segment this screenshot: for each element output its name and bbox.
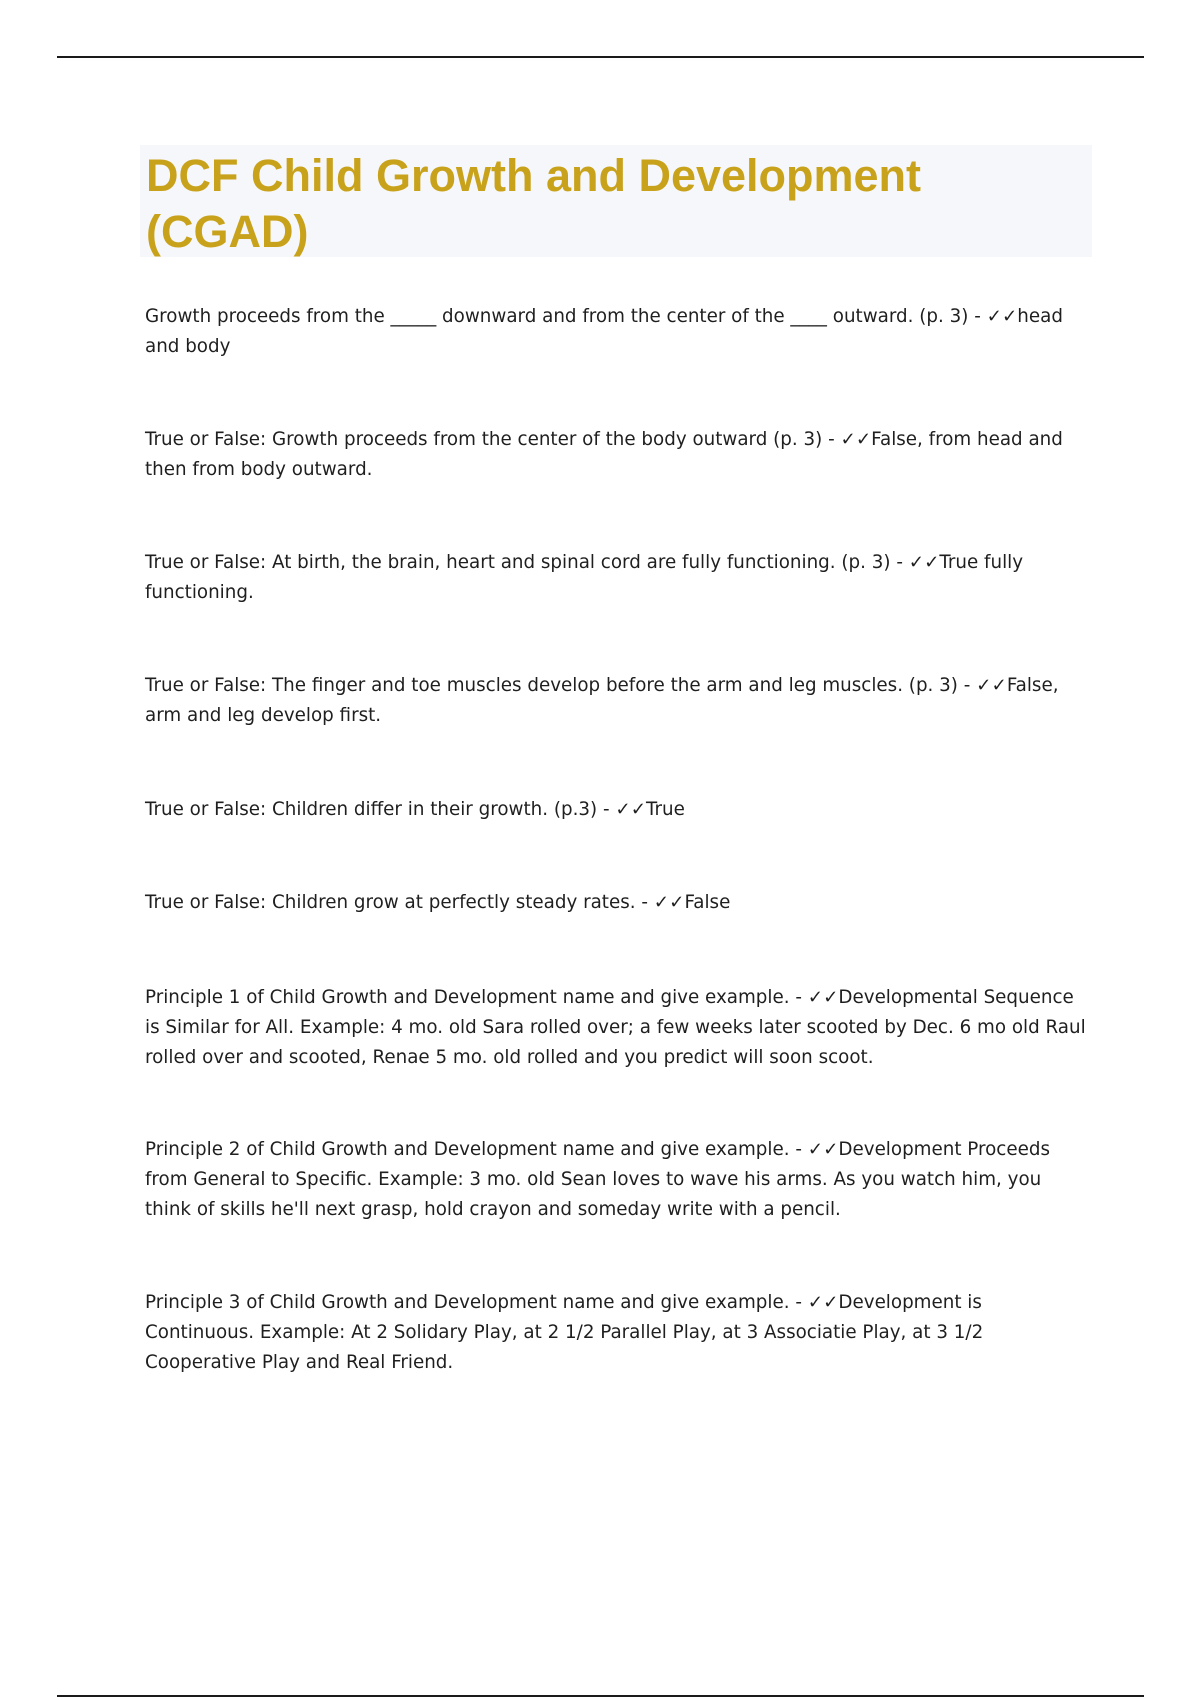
qa-answer: Development is Continuous. Example: At 2 Solidary Play, at 2 1/2 Parallel Play, at 3 Associatie Play, at 3 1/2 Cooperative Play and Real Friend.	[145, 1292, 984, 1373]
qa-separator: -	[890, 552, 909, 573]
bottom-rule	[57, 1695, 1144, 1697]
check-mark-icon: ✓✓	[653, 892, 685, 913]
check-mark-icon: ✓✓	[840, 429, 872, 450]
qa-item-5	[145, 795, 1090, 825]
qa-answer: False	[684, 892, 731, 913]
qa-answer: head and body	[145, 306, 1063, 357]
qa-separator: -	[597, 799, 616, 820]
qa-question: True or False: Children grow at perfectly steady rates.	[145, 892, 636, 913]
check-mark-icon: ✓✓	[976, 675, 1007, 696]
qa-question: Growth proceeds from the _____ downward and from the center of the ____ outward. (p. 3)	[145, 306, 969, 327]
check-mark-icon: ✓✓	[908, 552, 940, 573]
qa-answer: Development Proceeds from General to Specific. Example: 3 mo. old Sean loves to wave his arms. As you watch him, you think of skills he'll next grasp, hold crayon and someday write with a pencil.	[145, 1139, 1050, 1220]
qa-item-8	[145, 1135, 1090, 1225]
qa-separator: -	[635, 892, 654, 913]
qa-question: True or False: Children differ in their growth. (p.3)	[145, 799, 598, 820]
qa-answer: False, arm and leg develop first.	[145, 675, 1059, 726]
check-mark-icon: ✓✓	[807, 1139, 839, 1160]
qa-item-9	[145, 1288, 1090, 1378]
qa-question: Principle 2 of Child Growth and Development name and give example.	[145, 1139, 790, 1160]
qa-separator: -	[789, 987, 808, 1008]
qa-question: True or False: The finger and toe muscles develop before the arm and leg muscles. (p. 3)	[145, 675, 958, 696]
qa-separator: -	[789, 1292, 808, 1313]
qa-item-2	[145, 425, 1090, 485]
qa-question: True or False: At birth, the brain, heart and spinal cord are fully functioning. (p. 3)	[145, 552, 891, 573]
qa-question: Principle 1 of Child Growth and Development name and give example.	[145, 987, 790, 1008]
qa-question: Principle 3 of Child Growth and Development name and give example.	[145, 1292, 790, 1313]
qa-separator: -	[957, 675, 977, 696]
qa-separator: -	[789, 1139, 808, 1160]
qa-item-7	[145, 983, 1090, 1073]
qa-answer: True	[646, 799, 685, 820]
qa-answer: True fully functioning.	[145, 552, 1024, 603]
top-rule	[57, 56, 1144, 58]
qa-item-1	[145, 302, 1090, 362]
qa-item-6	[145, 888, 1090, 918]
qa-item-4	[145, 671, 1090, 731]
qa-answer: Developmental Sequence is Similar for All. Example: 4 mo. old Sara rolled over; a few weeks later scooted by Dec. 6 mo old Raul rolled over and scooted, Renae 5 mo. old rolled and you predict will soon scoot.	[145, 987, 1086, 1068]
check-mark-icon: ✓✓	[615, 799, 647, 820]
check-mark-icon: ✓✓	[807, 1292, 839, 1313]
qa-item-3	[145, 548, 1090, 608]
check-mark-icon: ✓✓	[807, 987, 839, 1008]
document-title: DCF Child Growth and Development (CGAD)	[146, 150, 922, 257]
check-mark-icon: ✓✓	[986, 306, 1018, 327]
qa-separator: -	[968, 306, 987, 327]
qa-question: True or False: Growth proceeds from the center of the body outward (p. 3)	[145, 429, 823, 450]
qa-separator: -	[822, 429, 841, 450]
qa-answer: False, from head and then from body outward.	[145, 429, 1063, 480]
